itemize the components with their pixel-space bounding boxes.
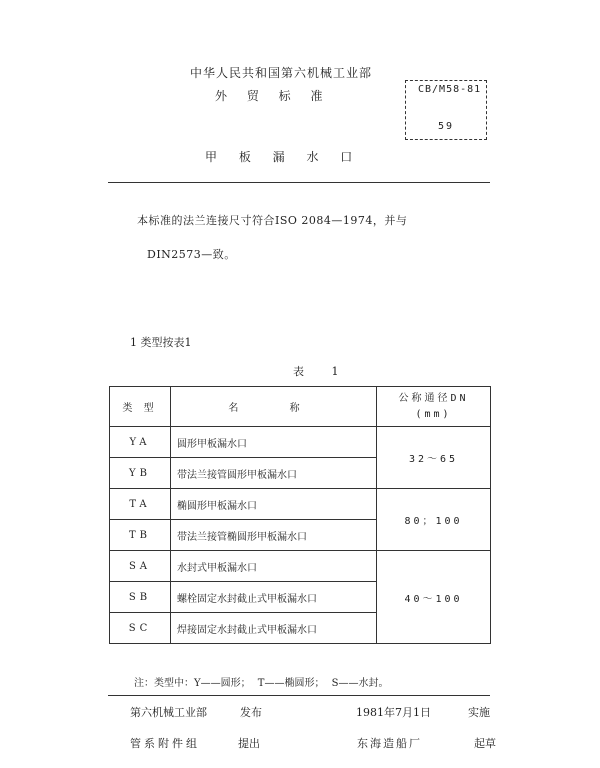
type-name: 带法兰接管椭圆形甲板漏水口 (171, 520, 377, 551)
footer-implementation-date: 1981年7月1日 (356, 706, 431, 719)
footer-draft-label: 起草 (474, 737, 496, 750)
type-code: TA (110, 489, 171, 520)
header-size-label: 公称通径DN (398, 392, 469, 404)
header-type: 类 型 (110, 387, 171, 427)
nominal-diameter: 80；100 (377, 489, 491, 551)
header-size-unit: (mm) (415, 408, 452, 420)
table-row (110, 427, 491, 458)
document-title: 甲 板 漏 水 口 (205, 150, 362, 164)
table-note: 注：类型中：Y——圆形； T——椭圆形； S——水封。 (134, 678, 389, 689)
standard-category: 外 贸 标 准 (215, 89, 331, 103)
issuing-ministry: 中华人民共和国第六机械工业部 (190, 66, 373, 80)
type-name: 椭圆形甲板漏水口 (171, 489, 377, 520)
page-number: 59 (438, 121, 455, 132)
header-nominal-diameter (377, 387, 491, 427)
footer-proposer: 管系附件组 (130, 737, 200, 750)
type-name: 焊接固定水封截止式甲板漏水口 (171, 613, 377, 644)
footer-issue-label: 发布 (240, 706, 262, 719)
type-name: 圆形甲板漏水口 (171, 427, 377, 458)
footer-implementation-label: 实施 (468, 706, 490, 719)
footer-divider (108, 695, 490, 696)
type-table (109, 386, 491, 644)
table-header-row (110, 387, 491, 427)
footer-drafter: 东海造船厂 (357, 737, 422, 750)
standard-number-box (405, 80, 487, 140)
type-code: YB (110, 458, 171, 489)
footer-submit-label: 提出 (238, 737, 260, 750)
table-row (110, 551, 491, 582)
header-divider (108, 182, 490, 183)
type-name: 带法兰接管圆形甲板漏水口 (171, 458, 377, 489)
body-paragraph-line-1: 本标准的法兰连接尺寸符合ISO 2084—1974，并与 (137, 214, 408, 227)
footer-issuer: 第六机械工业部 (130, 706, 207, 719)
type-code: SB (110, 582, 171, 613)
type-name: 螺栓固定水封截止式甲板漏水口 (171, 582, 377, 613)
table-row (110, 489, 491, 520)
type-code: YA (110, 427, 171, 458)
section-heading: 1 类型按表1 (130, 336, 192, 349)
nominal-diameter: 32～65 (377, 427, 491, 489)
body-paragraph-line-2: DIN2573—致。 (147, 248, 236, 261)
type-code: SC (110, 613, 171, 644)
type-code: SA (110, 551, 171, 582)
type-code: TB (110, 520, 171, 551)
type-name: 水封式甲板漏水口 (171, 551, 377, 582)
table-caption: 表 1 (293, 365, 351, 378)
header-name: 名 称 (171, 387, 377, 427)
nominal-diameter: 40～100 (377, 551, 491, 644)
standard-code: CB/M58-81 (418, 84, 482, 95)
